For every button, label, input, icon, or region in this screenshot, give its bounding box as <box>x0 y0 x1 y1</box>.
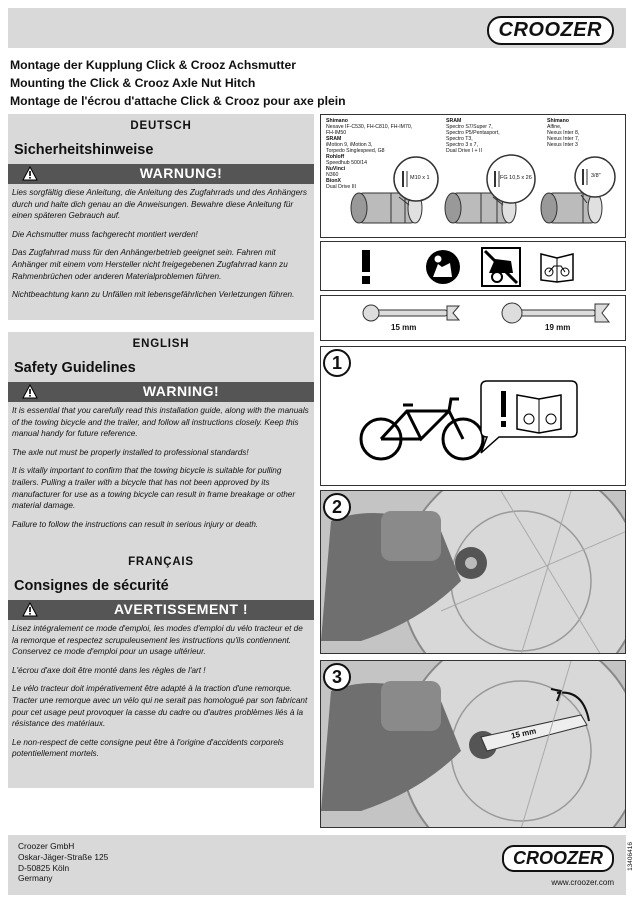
section-header <box>8 332 314 382</box>
warning-body <box>8 620 314 788</box>
street: Oskar-Jäger-Straße 125 <box>18 851 109 862</box>
wrench-19-icon <box>501 302 611 324</box>
section-title: Sicherheitshinweise <box>14 142 154 158</box>
company-name: Croozer GmbH <box>18 841 75 851</box>
paragraph: Lies sorgfältig diese Anleitung, die Anleitung des Zugfahrrads und des Anhängers durch und halte dich genau an die Anweisungen. Bewahre diese Anleitung für einen späteren Gebrauch auf. <box>12 188 307 221</box>
footer <box>8 835 626 895</box>
step-number: 1 <box>323 349 351 377</box>
language-label: ENGLISH <box>132 338 190 350</box>
city: D-50825 Köln <box>18 862 70 873</box>
step-number: 3 <box>323 663 351 691</box>
warning-text: AVERTISSEMENT ! <box>113 601 249 617</box>
language-label: FRANÇAIS <box>128 556 194 568</box>
hub-list-2: SRAM Spectro S7/Super 7, Spectro P5/Pentasport, Spectro T3, Spectro 3 x 7, Dual Drive I + II <box>446 118 500 154</box>
paragraph: Die Achsmutter muss fachgerecht montiert werden! <box>12 229 198 239</box>
paragraph: Le non-respect de cette consigne peut être à l'origine d'accidents corporels potentiellement mortels. <box>12 737 284 759</box>
hub-compatibility-panel <box>320 114 626 238</box>
wrench-15-label: 15 mm <box>391 323 417 332</box>
header-bar <box>8 8 626 48</box>
warning-body <box>8 402 314 550</box>
title-fr: Montage de l'écrou d'attache Click & Crooz pour axe plein <box>10 94 346 108</box>
paragraph: It is vitally important to confirm that the towing bicycle is suitable for pulling trailers. Pulling a trailer with a bicycle that has not been approved by its manufacturer for use as a towing bicycle can result in frame breakage or other material damage. <box>12 466 296 511</box>
warning-bar <box>8 164 314 184</box>
company-address <box>18 841 108 884</box>
paragraph: Das Zugfahrrad muss für den Anhängerbetrieb geeignet sein. Fahren mit Anhänger mit einem vom Hersteller nicht freigegebenen Zugfahrrad kann zu Rahmenbrüchen oder anderen Materialproblemen führen. <box>12 248 288 281</box>
section-header <box>8 550 314 600</box>
paragraph: It is essential that you carefully read this installation guide, along with the manuals of the towing bicycle and the trailer, and follow all instructions closely. Keep this manual handy for future reference. <box>12 406 309 439</box>
paragraph: Nichtbeachtung kann zu Unfällen mit lebensgefährlichen Verletzungen führen. <box>12 290 295 300</box>
paragraph: Lisez intégralement ce mode d'emploi, les modes d'emploi du vélo tracteur et de la remorque et respectez scrupuleusement les instructions qu'ils contiennent. Conservez ce mode d'emploi pour un usage ultérieur. <box>12 624 303 657</box>
section-header <box>8 114 314 164</box>
paragraph: The axle nut must be properly installed to professional standards! <box>12 447 249 457</box>
axle-illustration-1 <box>351 157 438 223</box>
language-label: DEUTSCH <box>130 120 192 132</box>
croozer-logo-footer: CROOZER <box>502 845 614 872</box>
paragraph: L'écrou d'axe doit être monté dans les règles de l'art ! <box>12 665 206 675</box>
read-instructions-bubble <box>459 373 579 459</box>
warning-body <box>8 184 314 320</box>
section-english <box>8 332 314 550</box>
warning-bar <box>8 600 314 620</box>
nut-size-3: 3/8" <box>591 173 601 179</box>
croozer-logo: CROOZER <box>487 16 615 45</box>
step-1-panel <box>320 346 626 486</box>
exclamation-icon <box>359 250 373 284</box>
section-title: Consignes de sécurité <box>14 578 169 594</box>
warning-bar <box>8 382 314 402</box>
nut-size-2: FG 10,5 x 26 <box>500 175 532 181</box>
warning-text: WARNING! <box>142 383 220 399</box>
axle-illustration-3 <box>541 157 615 223</box>
read-manual-icon <box>425 249 461 285</box>
tools-panel <box>320 295 626 341</box>
hub-list-3: Shimano Alfine, Nexus Inter 8, Nexus Inter 7, Nexus Inter 3 <box>547 118 580 148</box>
no-trailer-icon <box>481 247 521 287</box>
document-titles <box>10 56 530 110</box>
step-3-photo <box>320 660 626 828</box>
symbols-panel <box>320 241 626 291</box>
wrench-19-label: 19 mm <box>545 323 571 332</box>
paragraph: Le vélo tracteur doit impérativement être adapté à la traction d'une remorque. Tracter une remorque avec un vélo qui ne serait pas homologué par son fabricant pour cet usage peut provoquer la casse du cadre ou d'autres problèmes liés à la résistance des matériaux. <box>12 684 308 729</box>
axle-illustration-2 <box>445 155 535 223</box>
axle-nut-illustrations <box>321 153 625 237</box>
wrench-size-label: 15 mm <box>510 726 538 741</box>
country: Germany <box>18 873 53 884</box>
document-number: 13406416 <box>627 842 634 871</box>
website-link[interactable]: www.croozer.com <box>551 878 614 887</box>
hub-list-1: Shimano Nexave IF-C530, FH-C810, FH-IM70, FH-IM50 SRAM iMotion 9, iMotion 3, Torpedo Singlespeed, G8 Rohloff Speedhub 500/14 NuVinci N360 BionX Dual Drive III <box>326 118 413 190</box>
paragraph: Failure to follow the instructions can result in serious injury or death. <box>12 519 259 529</box>
safety-column <box>8 114 314 788</box>
hub-photo-2 <box>321 491 626 654</box>
step-2-photo <box>320 490 626 654</box>
bicycle-manual-icon <box>539 250 575 284</box>
title-de: Montage der Kupplung Click & Crooz Achsmutter <box>10 58 296 72</box>
section-title: Safety Guidelines <box>14 360 136 376</box>
step-number: 2 <box>323 493 351 521</box>
nut-size-1: M10 x 1 <box>410 175 430 181</box>
warning-text: WARNUNG! <box>139 165 223 181</box>
hub-photo-3 <box>321 661 626 828</box>
title-en: Mounting the Click & Crooz Axle Nut Hitch <box>10 76 256 90</box>
section-french <box>8 550 314 788</box>
section-german <box>8 114 314 320</box>
wrench-15-icon <box>361 304 461 322</box>
